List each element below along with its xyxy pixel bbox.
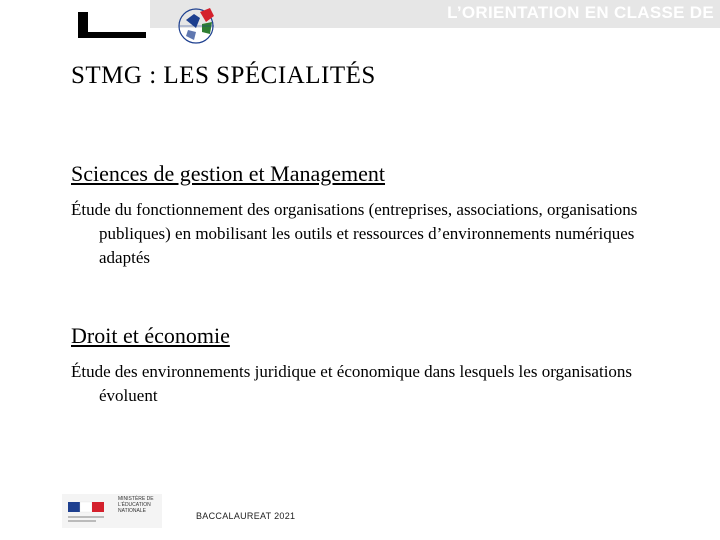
section-management (71, 160, 671, 270)
section-heading: Droit et économie (71, 323, 230, 348)
academy-emblem-icon (174, 2, 222, 46)
ministry-text: MINISTÈRE DE L’ÉDUCATION NATIONALE (118, 496, 154, 514)
section-heading: Sciences de gestion et Management (71, 161, 386, 186)
bracket-logo-icon (78, 12, 146, 38)
slide-title: STMG : LES SPÉCIALITÉS (71, 62, 376, 89)
section-body: Étude du fonctionnement des organisations (entreprises, associations, organisations publiques) en mobilisant les outils et ressources d’environnements numériques adaptés (71, 200, 638, 267)
section-body: Étude des environnements juridique et économique dans lesquels les organisations évoluent (71, 362, 633, 405)
header-banner-text: L’ORIENTATION EN CLASSE DE SECONDE (447, 3, 714, 44)
footer-caption: BACCALAUREAT 2021 (196, 511, 296, 521)
section-droit-economie (71, 322, 671, 408)
